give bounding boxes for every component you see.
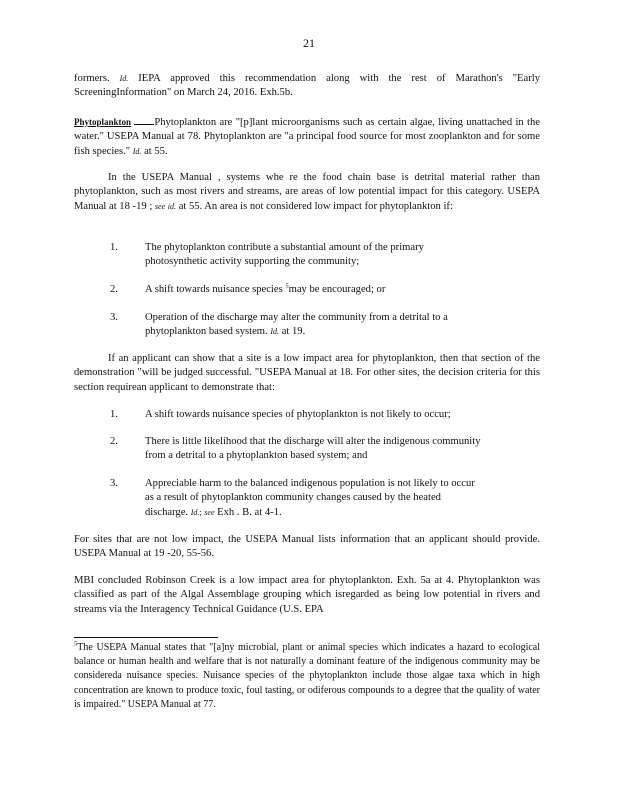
footnote-5-text: The USEPA Manual states that "[a]ny microbial, plant or animal species which indicates a hazard to ecological balance or human health and welfare that is not naturally a dominant feature of the indigenous community may be considereda nuisance species. Nuisance species of the phytoplankton include those algae taxa which in high concentration are known to produce toxic, foul tasting, or odiferous compounds to a degree that the quality of water is impaired." USEPA Manual at 77. xyxy=(74,642,540,710)
list1-item-2-body xyxy=(145,283,481,297)
list1-item-3-text: Operation of the discharge may alter the community from a detrital to a phytoplankton based system. xyxy=(145,312,448,338)
footnote-separator xyxy=(74,637,218,638)
list1-item-2-text-b: may be encouraged; or xyxy=(288,284,386,295)
p2-text-b: at 55. xyxy=(144,145,168,157)
list1-item-3-number: 3. xyxy=(110,312,118,323)
list1-item-2-number: 2. xyxy=(110,284,118,295)
list2-item-2-number: 2. xyxy=(110,436,118,447)
list2-item-3-body xyxy=(145,477,481,520)
heading-underline-rule xyxy=(134,115,154,125)
p3-text-b: at 55. An area is not considered low impact for phytoplankton if: xyxy=(178,200,453,212)
list2-item-1-number: 1. xyxy=(110,409,118,420)
list2-item-3-see-signal: see xyxy=(204,507,215,517)
p3-see-signal: see xyxy=(154,201,166,211)
list2-item-1-text: A shift towards nuisance species of phytoplankton is not likely to occur; xyxy=(145,409,451,420)
list2-item-3-text: Appreciable harm to the balanced indigenous population is not likely to occur as a result of phytoplankton community changes caused by the heated discharge. xyxy=(145,478,475,518)
section-heading-phytoplankton: Phytoplankton xyxy=(74,117,132,127)
list1-item-1-number: 1. xyxy=(110,242,118,253)
p2-id-cite: Id. xyxy=(132,146,142,156)
list1-item-3-body xyxy=(145,311,481,340)
page-number: 21 xyxy=(303,36,315,50)
list2-item-2-text: There is little likelihood that the discharge will alter the indigenous community from a detrital to a phytoplankton based system; and xyxy=(145,436,481,462)
paragraph-marathon-screening xyxy=(74,72,540,101)
p1-id-cite: Id. xyxy=(119,74,129,83)
paragraph-not-low-impact: For sites that are not low impact, the USEPA Manual lists information that an applicant should provide. USEPA Manual at 19 -20, 55-56. xyxy=(74,534,540,560)
list1-item-2-text: A shift towards nuisance species xyxy=(145,284,283,295)
footnote-5-reference[interactable]: 5 xyxy=(285,282,289,290)
p1-text-a: formers. xyxy=(74,73,110,84)
list2-item-3-id-cite: Id. xyxy=(190,507,200,517)
list1-item-1-text: The phytoplankton contribute a substantial amount of the primary photosynthetic activity supporting the community; xyxy=(145,242,424,268)
p3-id-cite: id. xyxy=(167,201,177,211)
list2-item-3-number: 3. xyxy=(110,478,118,489)
paragraph-low-impact-criteria xyxy=(74,171,540,214)
list1-item-3-text-b: at 19. xyxy=(281,326,306,338)
list2-item-3-separator: ; xyxy=(199,507,202,517)
paragraph-decision-criteria: If an applicant can show that a site is a low impact area for phytoplankton, then that section of the demonstration "will be judged successful. "USEPA Manual at 18. For other sites, the decision criteria for this section requirean applicant to demonstrate that: xyxy=(74,353,540,393)
list1-item-3-id-cite: Id. xyxy=(270,327,280,337)
list2-item-3-text-b: Exh . B. at 4-1. xyxy=(217,506,282,518)
p2-text-a: Phytoplankton are "[p]lant microorganisms such as certain algae, living unattached in the water." USEPA Manual at 78. Phytoplankton are "a principal food source for most zooplankton and for some fish species." xyxy=(74,117,540,157)
paragraph-mbi-conclusion: MBI concluded Robinson Creek is a low impact area for phytoplankton. Exh. 5a at 4. Phytoplankton was classified as part of the Algal Assemblage grouping which isregarded as being low potential in rivers and streams via the Interagency Technical Guidance (U.S. EPA xyxy=(74,575,540,615)
p1-text-b: IEPA approved this recommendation along with the rest of Marathon's "Early ScreeningInformation" on March 24, 2016. Exh.5b. xyxy=(74,73,540,99)
paragraph-phytoplankton-definition xyxy=(74,115,540,159)
p3-text-a: In the USEPA Manual , systems whe re the food chain base is detrital material rather than phytoplankton, such as most rivers and streams, are areas of low potential impact for this category. USEPA Manual at 18 -19 ; xyxy=(74,172,540,212)
footnote-5-marker: 5 xyxy=(74,640,78,648)
footnote-5 xyxy=(74,641,540,712)
